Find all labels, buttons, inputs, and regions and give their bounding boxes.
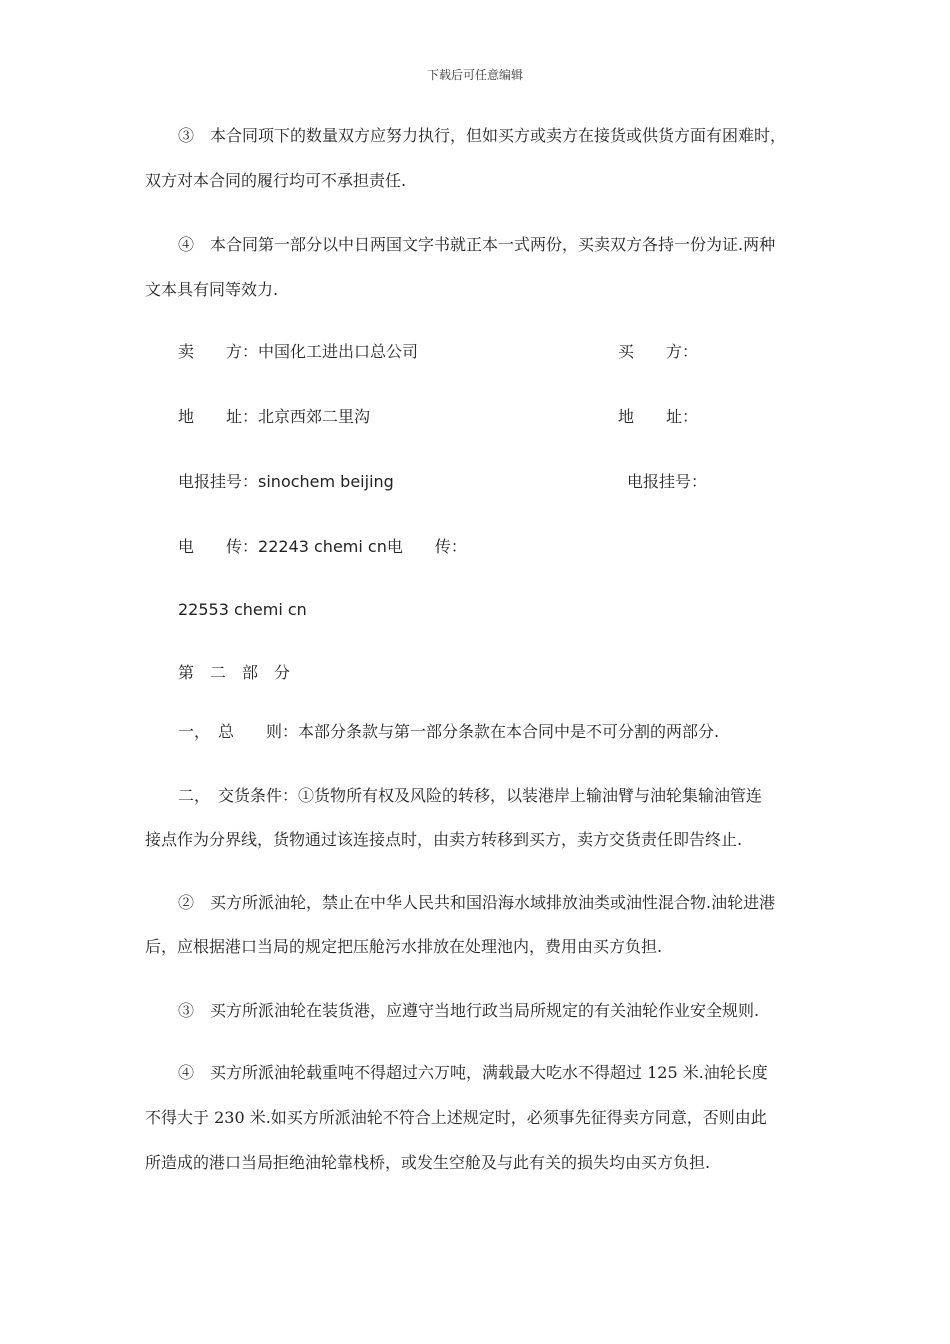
seller-value: 中国化工进出口总公司 xyxy=(258,342,419,361)
fax-value-2: 22553 chemi cn xyxy=(178,600,307,619)
fax-label: 电 传： xyxy=(178,537,259,556)
item-2-line-2: 后，应根据港口当局的规定把压舱污水排放在处理池内，费用由买方负担. xyxy=(145,937,663,956)
item-4-line-3: 所造成的港口当局拒绝油轮靠栈桥，或发生空舱及与此有关的损失均由买方负担. xyxy=(145,1153,711,1172)
seller-row xyxy=(178,340,418,364)
seller-address-value: 北京西郊二里沟 xyxy=(258,407,371,426)
clause-4-line-2: 文本具有同等效力. xyxy=(145,280,279,299)
item-4-line-1: ④ 买方所派油轮载重吨不得超过六万吨，满载最大吃水不得超过 125 米.油轮长度 xyxy=(178,1063,768,1082)
clause-3-line-1: ③ 本合同项下的数量双方应努力执行，但如买方或卖方在接货或供货方面有困难时， xyxy=(178,126,787,145)
buyer-fax-label: 电 传： xyxy=(386,537,467,556)
clause-3-line-2: 双方对本合同的履行均可不承担责任. xyxy=(145,171,407,190)
page-header: 下载后可任意编辑 xyxy=(426,68,523,82)
seller-cable-value: sinochem beijing xyxy=(258,472,394,491)
buyer-label: 买 方： xyxy=(618,342,699,361)
fax-value: 22243 chemi cn xyxy=(258,537,387,556)
clause-4-line-1: ④ 本合同第一部分以中日两国文字书就正本一式两份，买卖双方各持一份为证.两种 xyxy=(178,235,776,254)
seller-label: 卖 方： xyxy=(178,342,259,361)
seller-cable-label: 电报挂号： xyxy=(178,472,259,491)
item-3: ③ 买方所派油轮在装货港，应遵守当地行政当局所规定的有关油轮作业安全规则. xyxy=(178,1001,760,1020)
fax-row xyxy=(178,535,467,559)
item-2-line-1: ② 买方所派油轮，禁止在中华人民共和国沿海水域排放油类或油性混合物.油轮进港 xyxy=(178,893,776,912)
delivery-clause-line-2: 接点作为分界线，货物通过该连接点时，由卖方转移到买方，卖方交货责任即告终止. xyxy=(145,830,743,849)
seller-address-label: 地 址： xyxy=(178,407,259,426)
buyer-cable-label: 电报挂号： xyxy=(627,472,708,491)
item-4-line-2: 不得大于 230 米.如买方所派油轮不符合上述规定时，必须事先征得卖方同意，否则由此 xyxy=(145,1108,767,1127)
general-clause: 一， 总 则：本部分条款与第一部分条款在本合同中是不可分割的两部分. xyxy=(178,722,720,741)
buyer-address-label: 地 址： xyxy=(618,407,699,426)
seller-address-row xyxy=(178,405,370,429)
part-two-title: 第 二 部 分 xyxy=(178,663,291,682)
delivery-clause-line-1: 二， 交货条件：①货物所有权及风险的转移，以装港岸上输油臂与油轮集输油管连 xyxy=(178,786,763,805)
seller-cable-row xyxy=(178,470,394,494)
